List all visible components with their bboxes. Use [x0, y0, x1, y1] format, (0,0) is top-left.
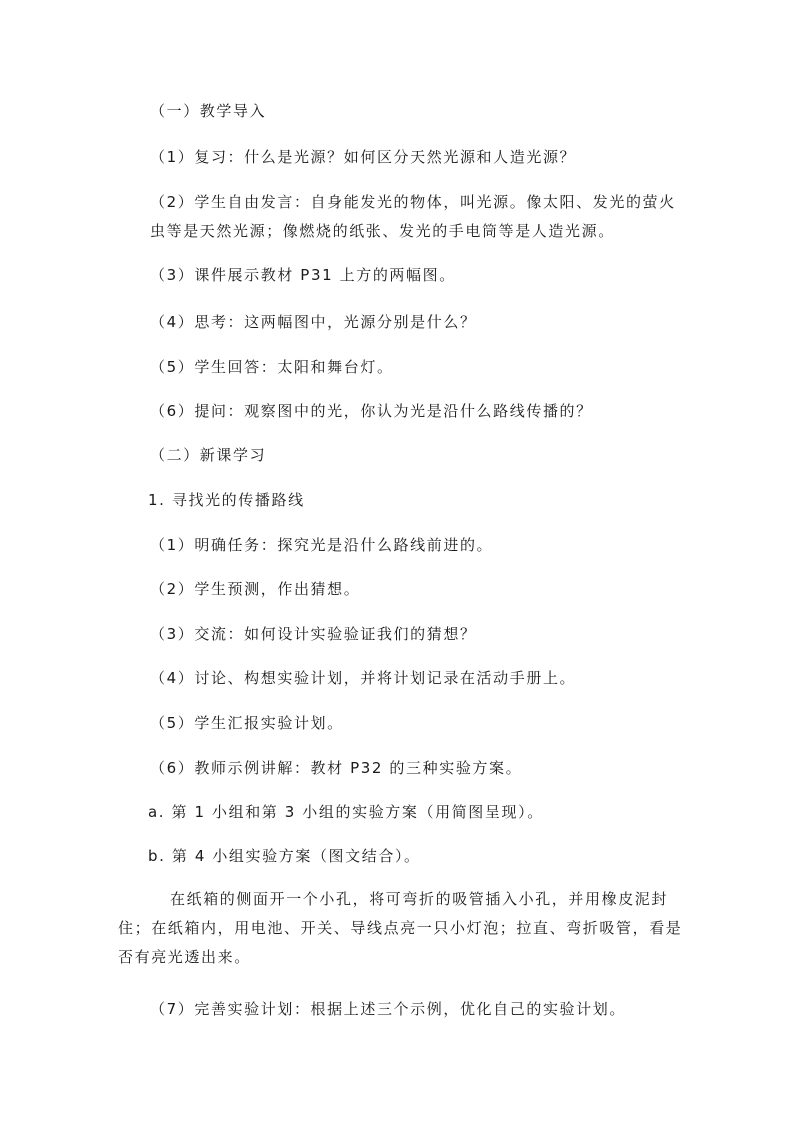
- option-b: b. 第 4 小组实验方案（图文结合）。: [148, 847, 421, 865]
- new-item-6: （6）教师示例讲解：教材 P32 的三种实验方案。: [150, 759, 523, 777]
- intro-item-5: （5）学生回答：太阳和舞台灯。: [150, 358, 394, 376]
- intro-item-6: （6）提问：观察图中的光，你认为光是沿什么路线传播的？: [150, 402, 593, 420]
- intro-item-4: （4）思考：这两幅图中，光源分别是什么？: [150, 313, 477, 331]
- intro-item-2: （2）学生自由发言：自身能发光的物体，叫光源。像太阳、发光的萤火虫等是天然光源；像燃烧的纸张、发光的手电筒等是人造光源。: [150, 193, 676, 240]
- section-heading-intro: （一）教学导入: [150, 102, 267, 120]
- new-item-4: （4）讨论、构想实验计划，并将计划记录在活动手册上。: [150, 669, 577, 687]
- intro-item-1: （1）复习：什么是光源？如何区分天然光源和人造光源？: [150, 148, 577, 166]
- new-item-2: （2）学生预测，作出猜想。: [150, 580, 361, 598]
- new-item-1: （1）明确任务：探究光是沿什么路线前进的。: [150, 536, 494, 554]
- item-7: （7）完善实验计划：根据上述三个示例，优化自己的实验计划。: [150, 1000, 626, 1018]
- section-heading-new: （二）新课学习: [150, 446, 267, 464]
- new-item-5: （5）学生汇报实验计划。: [150, 714, 344, 732]
- subheading-1: 1. 寻找光的传播路线: [148, 491, 305, 509]
- intro-item-3: （3）课件展示教材 P31 上方的两幅图。: [150, 266, 456, 284]
- new-item-3: （3）交流：如何设计实验验证我们的猜想？: [150, 625, 477, 643]
- option-a: a. 第 1 小组和第 3 小组的实验方案（用简图呈现）。: [148, 803, 544, 821]
- experiment-description: 在纸箱的侧面开一个小孔，将可弯折的吸管插入小孔，并用橡皮泥封住；在纸箱内，用电池、开关、导线点亮一只小灯泡；拉直、弯折吸管，看是否有亮光透出来。: [118, 890, 683, 966]
